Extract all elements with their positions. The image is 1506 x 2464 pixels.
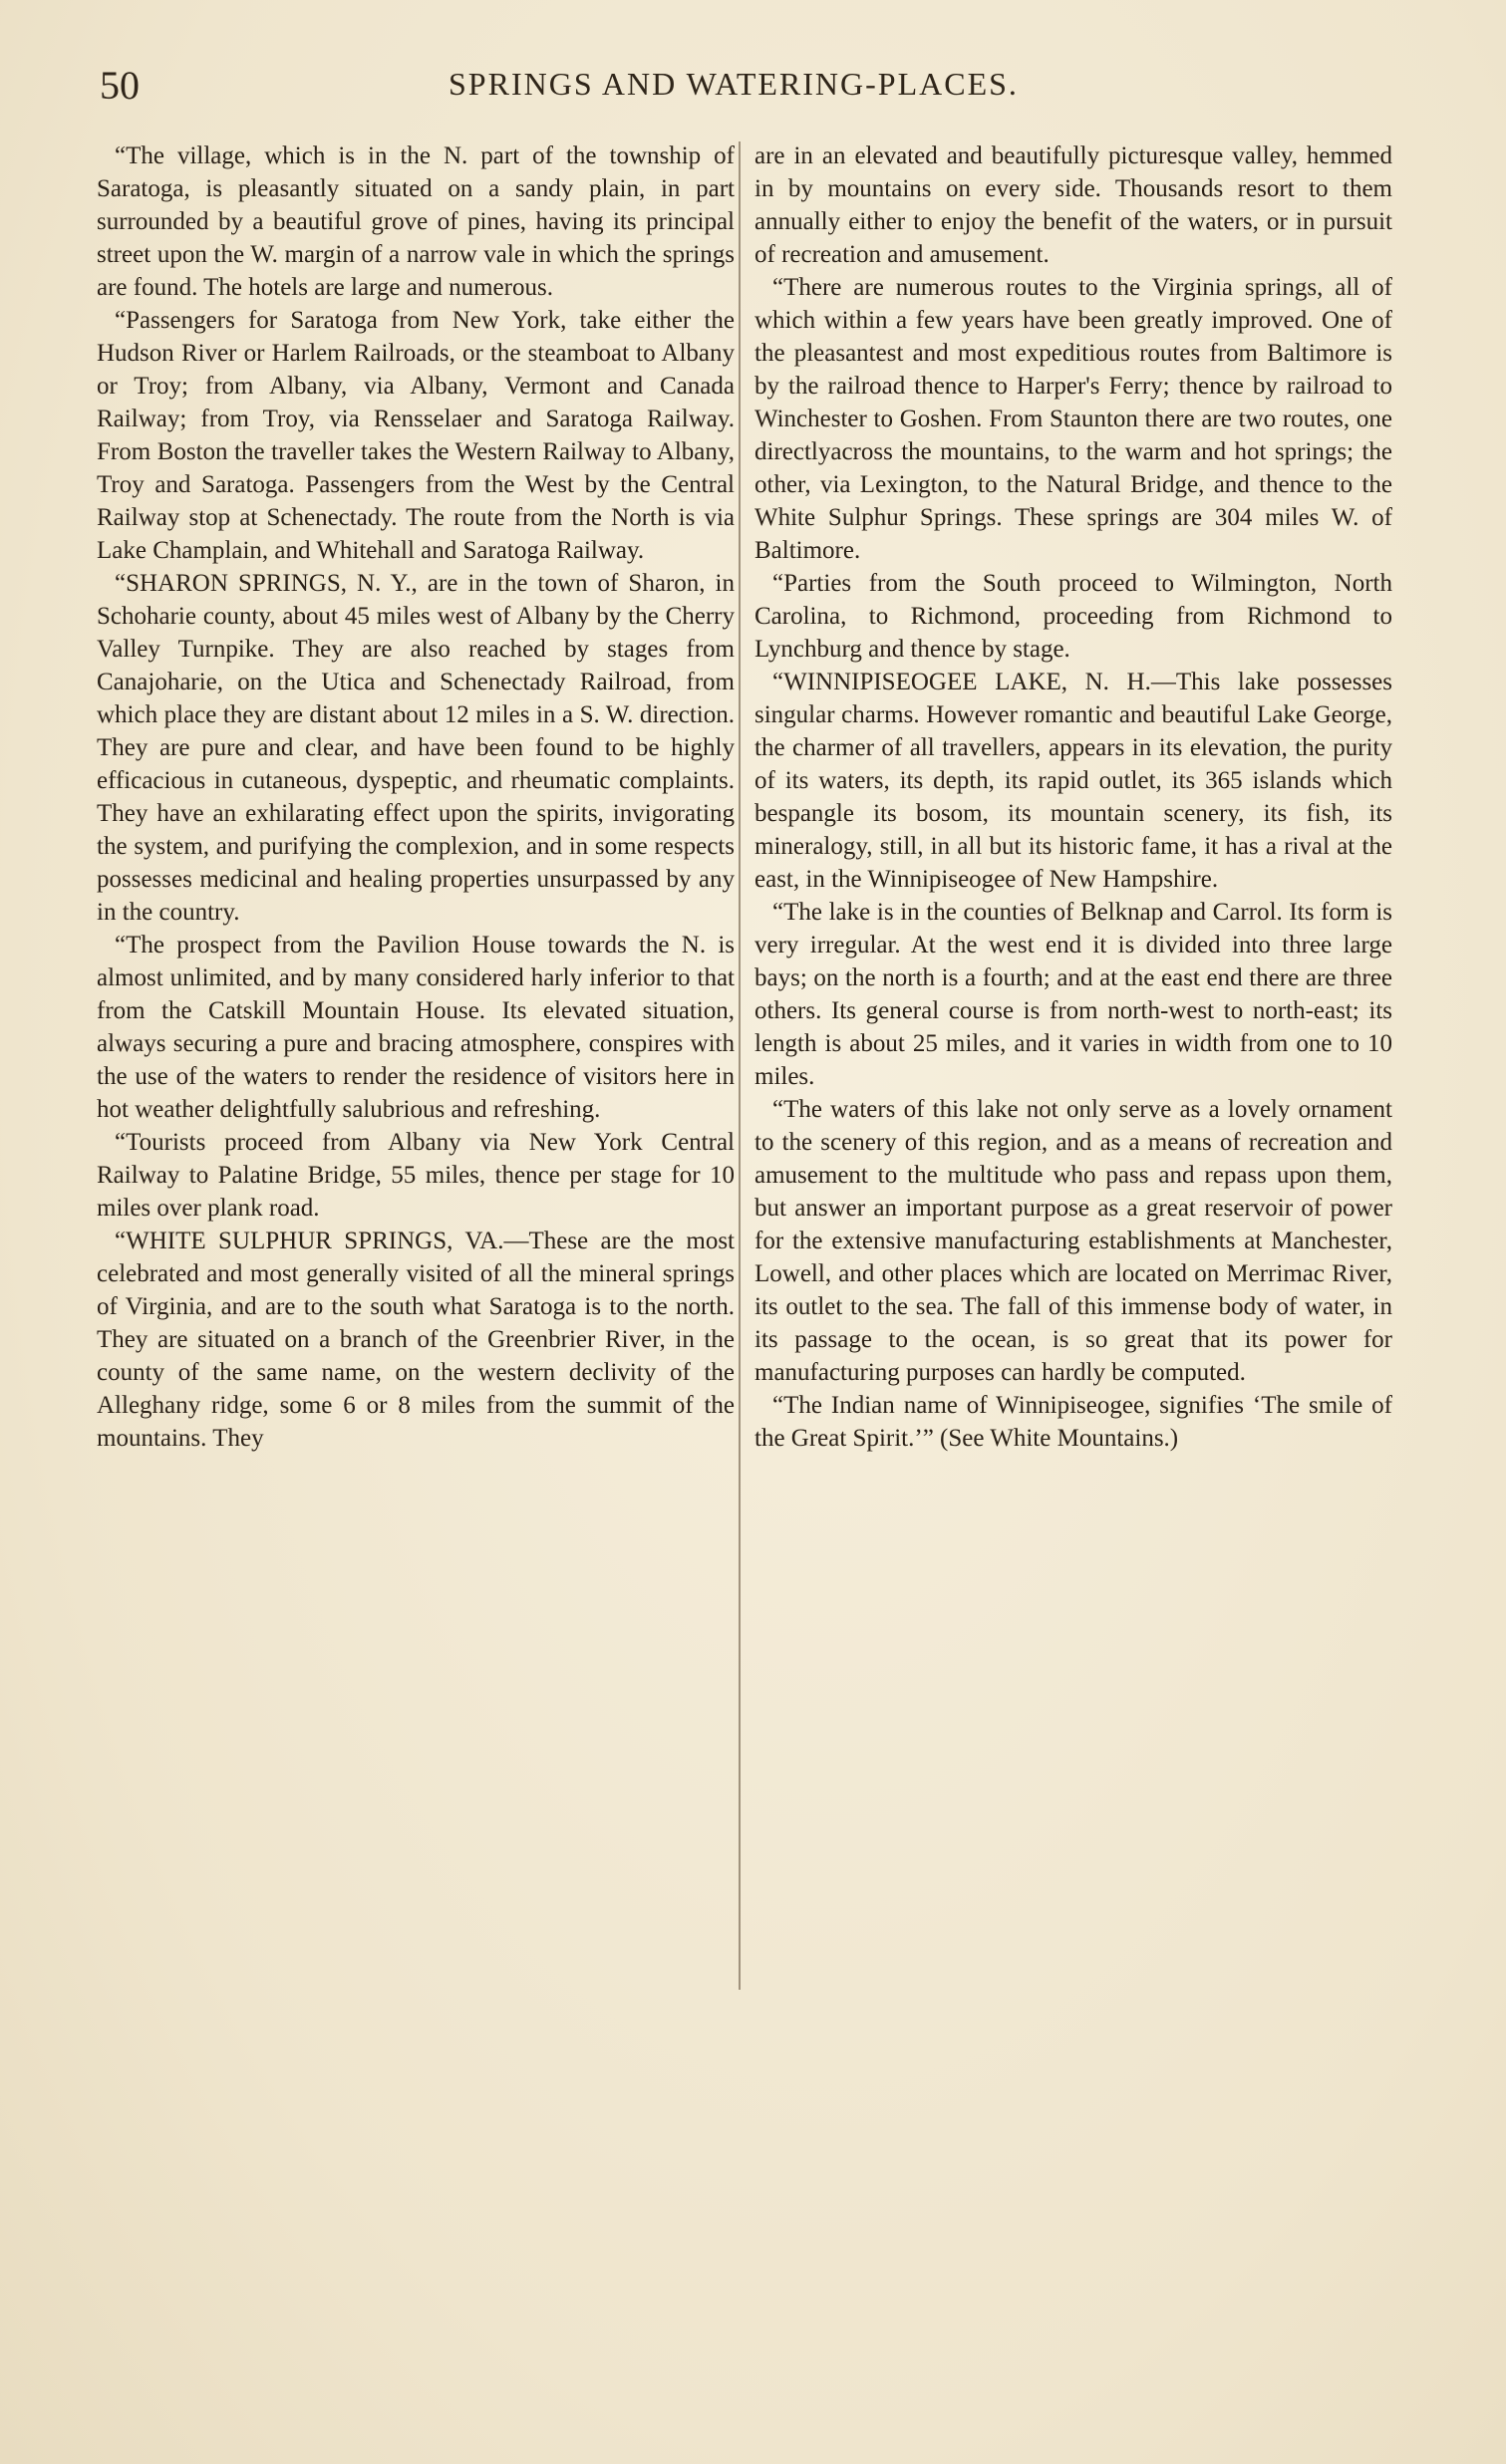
paragraph: “Tourists proceed from Albany via New York Central Railway to Palatine Bridge, 55 miles, thence per stage for 10 miles over plank road. [97,1129,735,1222]
paragraph: “SHARON SPRINGS, N. Y., are in the town of Sharon, in Schoharie county, about 45 miles west of Albany by the Cherry Valley Turnpike. They are also reached by stages from Canajoharie, on the Utica and Schenectady Railroad, from which place they are distant about 12 miles in a S. W. direction. They are pure and clear, and have been found to be highly efficacious in cutaneous, dyspeptic, and rheumatic complaints. They have an exhilarating effect upon the spirits, invigorating the system, and purifying the complexion, and in some respects possesses medicinal and healing properties unsurpassed by any in the country. [97,570,735,926]
paragraph: “Parties from the South proceed to Wilmington, North Carolina, to Richmond, proceeding from Richmond to Lynchburg and thence by stage. [754,570,1392,663]
column-divider [739,141,741,1990]
paragraph: “The Indian name of Winnipiseogee, signifies ‘The smile of the Great Spirit.’” (See White Mountains.) [754,1392,1392,1452]
page-header [100,62,1395,112]
paragraph: “WINNIPISEOGEE LAKE, N. H.—This lake possesses singular charms. However romantic and beautiful Lake George, the charmer of all travellers, appears in its elevation, the purity of its waters, its depth, its rapid outlet, its 365 islands which bespangle its bosom, its mountain scenery, its fish, its mineralogy, still, in all but its historic fame, it has a rival at the east, in the Winnipiseogee of New Hampshire. [754,669,1392,893]
running-head: SPRINGS AND WATERING-PLACES. [449,66,1019,102]
paragraph: “Passengers for Saratoga from New York, take either the Hudson River or Harlem Railroads, or the steamboat to Albany or Troy; from Albany, via Albany, Vermont and Canada Railway; from Troy, via Rensselaer and Saratoga Railway. From Boston the traveller takes the Western Railway to Albany, Troy and Saratoga. Passengers from the West by the Central Railway stop at Schenectady. The route from the North is via Lake Champlain, and Whitehall and Saratoga Railway. [97,307,735,564]
continued-paragraph: are in an elevated and beautifully picturesque valley, hemmed in by mountains on every side. Thousands resort to them annually either to enjoy the benefit of the waters, or in pursuit of recreation and amusement. [754,142,1392,268]
left-column [97,139,735,1455]
right-column [754,139,1392,1455]
paragraph: “The village, which is in the N. part of the township of Saratoga, is pleasantly situated on a sandy plain, in part surrounded by a beautiful grove of pines, having its principal street upon the W. margin of a narrow vale in which the springs are found. The hotels are large and numerous. [97,142,735,301]
paragraph: “The prospect from the Pavilion House towards the N. is almost unlimited, and by many considered harly inferior to that from the Catskill Mountain House. Its elevated situation, always securing a pure and bracing atmosphere, conspires with the use of the waters to render the residence of visitors here in hot weather delightfully salubrious and refreshing. [97,932,735,1123]
paragraph: “The waters of this lake not only serve as a lovely ornament to the scenery of this region, and as a means of recreation and amusement to the multitude who pass and repass upon them, but answer an important purpose as a great reservoir of power for the extensive manufacturing establishments at Manchester, Lowell, and other places which are located on Merrimac River, its outlet to the sea. The fall of this immense body of water, in its passage to the ocean, is so great that its power for manufacturing purposes can hardly be computed. [754,1096,1392,1386]
paragraph: “There are numerous routes to the Virginia springs, all of which within a few years have been greatly improved. One of the pleasantest and most expeditious routes from Baltimore is by the railroad thence to Harper's Ferry; thence by railroad to Winchester to Goshen. From Staunton there are two routes, one directlyacross the mountains, to the warm and hot springs; the other, via Lexington, to the Natural Bridge, and thence to the White Sulphur Springs. These springs are 304 miles W. of Baltimore. [754,274,1392,564]
page-number: 50 [100,63,140,108]
paragraph: “WHITE SULPHUR SPRINGS, VA.—These are the most celebrated and most generally visited of all the mineral springs of Virginia, and are to the south what Saratoga is to the north. They are situated on a branch of the Greenbrier River, in the county of the same name, on the western declivity of the Alleghany ridge, some 6 or 8 miles from the summit of the mountains. They [97,1228,735,1452]
paragraph: “The lake is in the counties of Belknap and Carrol. Its form is very irregular. At the west end it is divided into three large bays; on the north is a fourth; and at the east end there are three others. Its general course is from north-west to north-east; its length is about 25 miles, and it varies in width from one to 10 miles. [754,899,1392,1090]
